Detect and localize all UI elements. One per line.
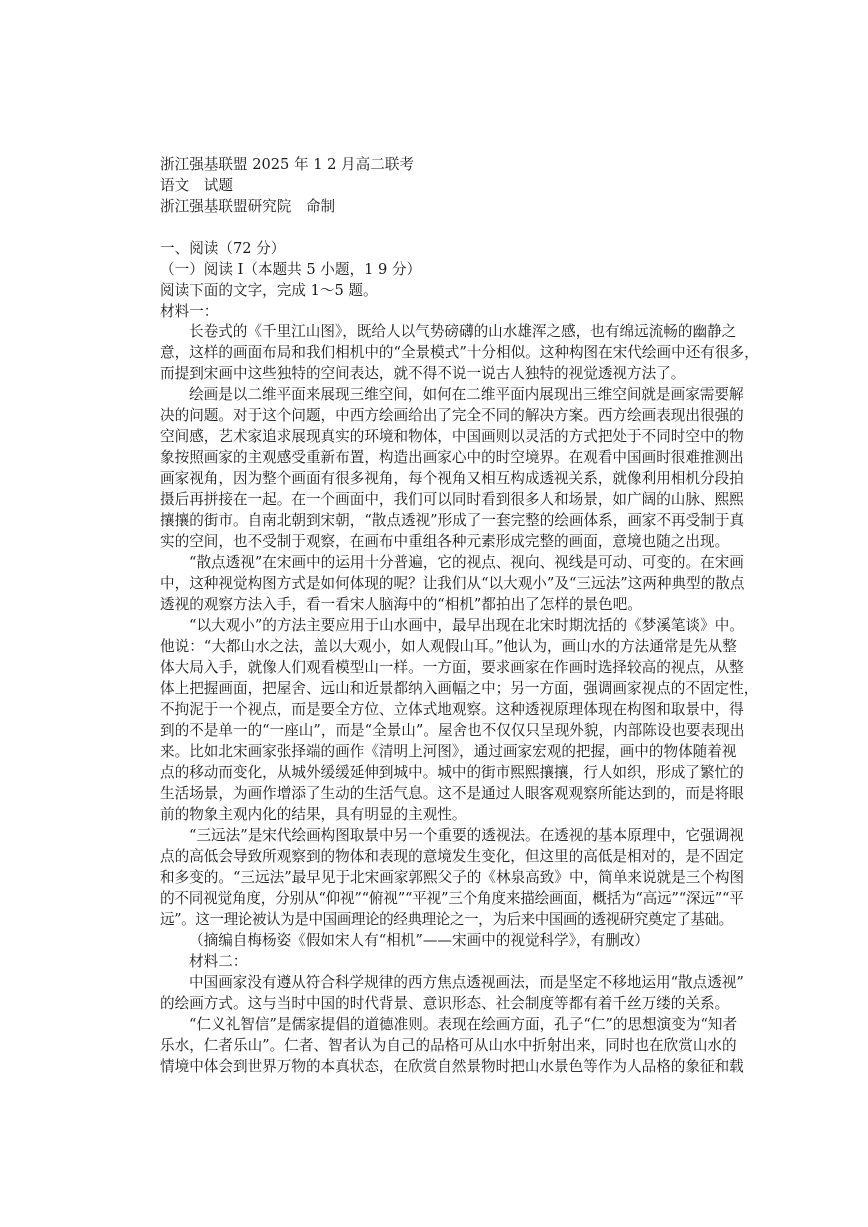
text-line: 的绘画方式。这与当时中国的时代背景、意识形态、社会制度等都有着千丝万缕的关系。 (160, 995, 730, 1012)
section-title: 一、阅读（72 分） (160, 240, 286, 257)
text-line: 情境中体会到世界万物的本真状态，在欣赏自然景物时把山水景色等作为人品格的象征和载 (160, 1058, 744, 1075)
subject-line: 语文 试题 (160, 177, 233, 194)
text-line: 象按照画家的主观感受重新布置，构造出画家心中的时空境界。在观看中国画时很难推测出 (160, 449, 744, 466)
text-line: “以大观小”的方法主要应用于山水画中，最早出现在北宋时期沈括的《梦溪笔谈》中。 (189, 617, 744, 634)
text-line: 决的问题。对于这个问题，中西方绘画给出了完全不同的解决方案。西方绘画表现出很强的 (160, 407, 744, 424)
text-line: 空间感，艺术家追求展现真实的环境和物体，中国画则以灵活的方式把处于不同时空中的物 (160, 428, 744, 445)
text-line: 来。比如北宋画家张择端的画作《清明上河图》，通过画家宏观的把握，画中的物体随着视 (160, 743, 737, 760)
text-line: 体大局入手，就像人们观看模型山一样。一方面，要求画家在作画时选择较高的视点，从整 (160, 659, 744, 676)
text-line: 点的移动而变化，从城外缓缓延伸到城中。城中的街市熙熙攘攘，行人如织，形成了繁忙的 (160, 764, 744, 781)
source-citation: （摘编自梅杨姿《假如宋人有“相机”——宋画中的视觉科学》，有删改） (189, 932, 650, 949)
text-line: 前的物象主观内化的结果，具有明显的主观性。 (160, 806, 467, 823)
text-line: 到的不是单一的“一座山”，而是“全景山”。屋舍也不仅仅只呈现外貌，内部陈设也要表现出 (160, 722, 745, 739)
text-line: 不拘泥于一个视点，而是要全方位、立体式地观察。这种透视原理体现在构图和取景中，得 (160, 701, 744, 718)
text-line: 意，这样的画面布局和我们相机中的“全景模式”十分相似。这种构图在宋代绘画中还有很多， (160, 344, 759, 361)
text-line: 生活场景，为画作增添了生动的生活气息。这不是通过人眼客观观察所能达到的，而是将眼 (160, 785, 744, 802)
text-line: 透视的观察方法入手，看一看宋人脑海中的“相机”都拍出了怎样的景色吧。 (160, 596, 642, 613)
text-line: 点的高低会导致所观察到的物体和表现的意境发生变化，但这里的高低是相对的，是不固定 (160, 848, 744, 865)
text-line: 中，这种视觉构图方式是如何体现的呢？让我们从“以大观小”及“三远法”这两种典型的散点 (160, 575, 745, 592)
text-line: 乐水，仁者乐山”。仁者、智者认为自己的品格可从山水中折射出来，同时也在欣赏山水的 (160, 1037, 737, 1054)
text-line: 体上把握画面，把屋舍、远山和近景都纳入画幅之中；另一方面，强调画家视点的不固定性， (160, 680, 759, 697)
exam-title: 浙江强基联盟 2025 年 1 2 月高二联考 (160, 156, 415, 173)
author-line: 浙江强基联盟研究院 命制 (160, 198, 336, 215)
section-subtitle: （一）阅读 I（本题共 5 小题，1 9 分） (160, 261, 422, 278)
reading-instruction: 阅读下面的文字，完成 1～5 题。 (160, 282, 378, 299)
text-line: 他说：“大都山水之法，盖以大观小，如人观假山耳。”他认为，画山水的方法通常是先从整 (160, 638, 737, 655)
text-line: 长卷式的《千里江山图》，既给人以气势磅礴的山水雄浑之感，也有绵远流畅的幽静之 (189, 323, 737, 340)
text-line: 攘攘的街市。自南北朝到宋朝，“散点透视”形成了一套完整的绘画体系，画家不再受制于真 (160, 512, 745, 529)
text-line: 实的空间，也不受制于观察，在画布中重组各种元素形成完整的画面，意境也随之出现。 (160, 533, 730, 550)
text-line: 和多变的。“三远法”最早见于北宋画家郭熙父子的《林泉高致》中，简单来说就是三个构图 (160, 869, 745, 886)
text-line: 画家视角，因为整个画面有很多视角，每个视角又相互构成透视关系，就像利用相机分段拍 (160, 470, 744, 487)
material-two-label: 材料二： (189, 953, 248, 970)
text-line: 摄后再拼接在一起。在一个画面中，我们可以同时看到很多人和场景，如广阔的山脉、熙熙 (160, 491, 744, 508)
text-line: “三远法”是宋代绘画构图取景中另一个重要的透视法。在透视的基本原理中，它强调视 (189, 827, 744, 844)
text-line: 远”。这一理论被认为是中国画理论的经典理论之一，为后来中国画的透视研究奠定了基础。 (160, 911, 733, 928)
text-line: 绘画是以二维平面来展现三维空间，如何在二维平面内展现出三维空间就是画家需要解 (189, 386, 744, 403)
text-line: 中国画家没有遵从符合科学规律的西方焦点透视画法，而是坚定不移地运用“散点透视” (189, 974, 744, 991)
text-line: 而提到宋画中这些独特的空间表达，就不得不说一说古人独特的视觉透视方法了。 (160, 365, 686, 382)
text-line: “散点透视”在宋画中的运用十分普遍，它的视点、视向、视线是可动、可变的。在宋画 (189, 554, 744, 571)
text-line: “仁义礼智信”是儒家提倡的道德准则。表现在绘画方面，孔子“仁”的思想演变为“知者 (189, 1016, 738, 1033)
text-line: 的不同视觉角度，分别从“仰视”“俯视”“平视”三个角度来描绘画面，概括为“高远”“深远”“平 (160, 890, 744, 907)
material-one-label: 材料一： (160, 303, 219, 320)
